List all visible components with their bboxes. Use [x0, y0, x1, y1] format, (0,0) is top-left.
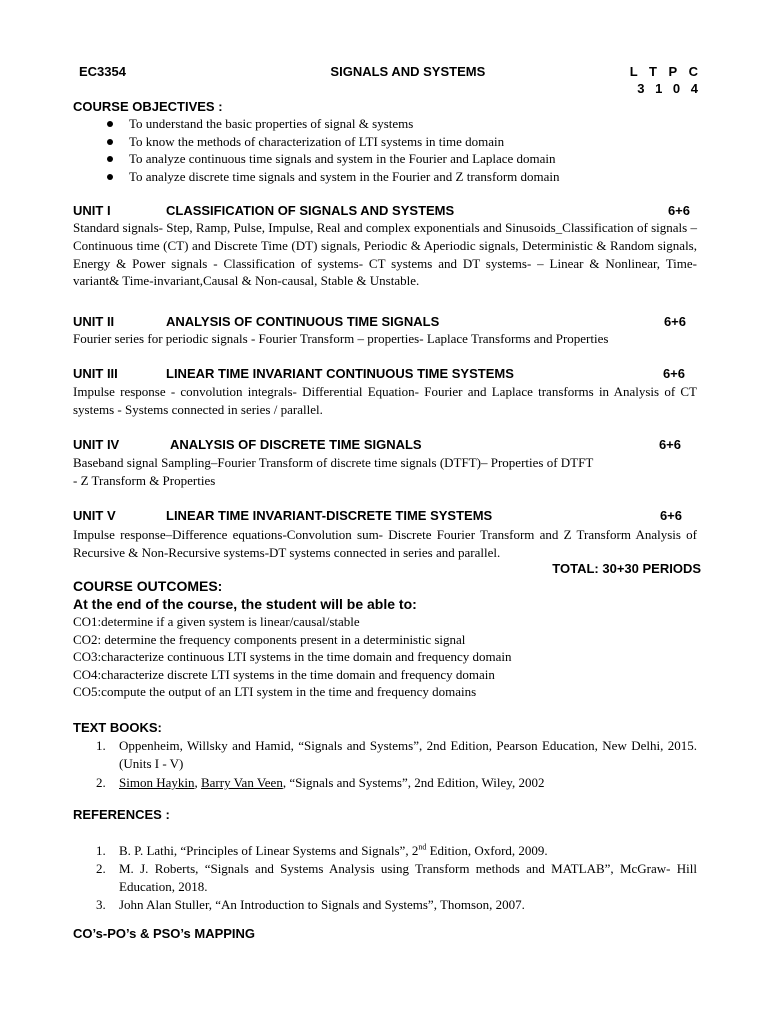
list-item [73, 150, 560, 168]
references-heading: REFERENCES : [73, 807, 170, 822]
reference-text: Edition, Oxford, 2009. [426, 843, 548, 858]
item-number: 3. [96, 897, 106, 912]
ltpc-values: 3 1 0 4 [637, 81, 698, 96]
unit-hours: 6+6 [663, 314, 686, 329]
unit-content: Impulse response–Difference equations-Convolution sum- Discrete Fourier Transform and Z Transform Analysis of Recursive & Non-Recursive systems-DT systems connected in series and parallel. [73, 527, 697, 560]
list-item [73, 133, 560, 151]
list-item [73, 860, 697, 896]
mapping-heading: CO’s-PO’s & PSO’s MAPPING [73, 926, 256, 941]
superscript: nd [418, 842, 427, 852]
unit-title: CLASSIFICATION OF SIGNALS AND SYSTEMS [166, 203, 455, 218]
course-code: EC3354 [79, 64, 126, 79]
unit-code: UNIT IV [73, 437, 120, 452]
list-item: CO3:characterize continuous LTI systems in the time domain and frequency domain [73, 649, 512, 665]
outcomes-intro: At the end of the course, the student will be able to: [73, 596, 417, 612]
item-number: 2. [96, 775, 106, 790]
unit-heading [73, 508, 682, 524]
unit-heading [73, 437, 681, 453]
unit-content: Fourier series for periodic signals - Fourier Transform – properties- Laplace Transforms and Properties [73, 331, 609, 346]
unit-hours: 6+6 [659, 508, 682, 523]
course-title: SIGNALS AND SYSTEMS [330, 64, 486, 79]
objectives-list [73, 115, 560, 185]
item-number: 1. [96, 738, 106, 753]
ltpc-label: L T P C [629, 64, 698, 79]
total-periods: TOTAL: 30+30 PERIODS [552, 561, 701, 576]
textbook-text: Oppenheim, Willsky and Hamid, “Signals and Systems”, 2nd Edition, Pearson Education, New Delhi, 2015.(Units I - V) [119, 738, 697, 771]
author-separator: , [194, 775, 201, 790]
objective-text: To understand the basic properties of signal & systems [129, 116, 414, 131]
unit-code: UNIT I [73, 203, 111, 218]
objective-text: To know the methods of characterization of LTI systems in time domain [129, 133, 505, 149]
course-header [79, 64, 698, 79]
bullet-icon [107, 121, 113, 127]
unit-hours: 6+6 [658, 437, 681, 452]
author-link[interactable]: Simon Haykin [119, 775, 195, 790]
objective-text: To analyze discrete time signals and system in the Fourier and Z transform domain [129, 168, 560, 184]
unit-title: ANALYSIS OF DISCRETE TIME SIGNALS [170, 437, 422, 452]
reference-text: B. P. Lathi, “Principles of Linear Systems and Signals”, 2 [119, 843, 419, 858]
reference-text: M. J. Roberts, “Signals and Systems Analysis using Transform methods and MATLAB”, McGraw- Hill Education, 2018. [119, 861, 697, 894]
bullet-icon [107, 174, 113, 180]
item-number: 2. [96, 861, 106, 876]
bullet-icon [107, 156, 113, 162]
unit-content-line: - Z Transform & Properties [73, 473, 216, 488]
list-item: CO1:determine if a given system is linear/causal/stable [73, 614, 360, 629]
unit-code: UNIT II [73, 314, 115, 329]
textbook-text: , “Signals and Systems”, 2nd Edition, Wiley, 2002 [282, 775, 545, 790]
list-item [73, 115, 560, 133]
objectives-heading: COURSE OBJECTIVES : [73, 99, 223, 114]
unit-content: Standard signals- Step, Ramp, Pulse, Impulse, Real and complex exponentials and Sinusoids_Classification of signals – Continuous time (CT) and Discrete Time (DT) signals, Periodic & Aperiodic signals, Deterministic & Random signals, Energy & Power signals - Classification of systems- CT systems and DT systems- – Linear & Nonlinear, Time-variant& Time-invariant,Causal & Non-causal, Stable & Unstable. [73, 220, 697, 289]
unit-heading [73, 314, 686, 330]
unit-heading [73, 203, 690, 219]
item-number: 1. [96, 843, 106, 858]
textbooks-heading: TEXT BOOKS: [73, 720, 162, 735]
unit-title: LINEAR TIME INVARIANT-DISCRETE TIME SYSTEMS [166, 508, 493, 523]
list-item [73, 774, 697, 792]
unit-code: UNIT V [73, 508, 116, 523]
bullet-icon [107, 139, 113, 145]
list-item [73, 842, 697, 860]
outcomes-list [73, 613, 512, 701]
list-item [73, 737, 697, 773]
objective-text: To analyze continuous time signals and system in the Fourier and Laplace domain [129, 151, 556, 167]
list-item: CO4:characterize discrete LTI systems in the time domain and frequency domain [73, 666, 495, 682]
unit-title: ANALYSIS OF CONTINUOUS TIME SIGNALS [166, 314, 440, 329]
unit-code: UNIT III [73, 366, 118, 381]
unit-title: LINEAR TIME INVARIANT CONTINUOUS TIME SYSTEMS [166, 366, 514, 381]
list-item: CO2: determine the frequency components present in a deterministic signal [73, 631, 466, 647]
references-list [73, 842, 697, 914]
textbooks-list [73, 737, 697, 792]
author-link[interactable]: Barry Van Veen [200, 775, 283, 790]
reference-text: John Alan Stuller, “An Introduction to Signals and Systems”, Thomson, 2007. [119, 897, 525, 912]
unit-hours: 6+6 [662, 366, 685, 381]
unit-content: Impulse response - convolution integrals- Differential Equation- Fourier and Laplace transforms in Analysis of CT systems - Systems connected in series / parallel. [73, 384, 697, 417]
outcomes-heading: COURSE OUTCOMES: [73, 578, 223, 594]
list-item [73, 896, 697, 914]
unit-content-line: Baseband signal Sampling–Fourier Transform of discrete time signals (DTFT)– Properties of DTFT [73, 455, 594, 470]
list-item [73, 168, 560, 186]
unit-hours: 6+6 [667, 203, 690, 218]
list-item: CO5:compute the output of an LTI system in the time and frequency domains [73, 684, 477, 700]
unit-heading [73, 366, 685, 382]
